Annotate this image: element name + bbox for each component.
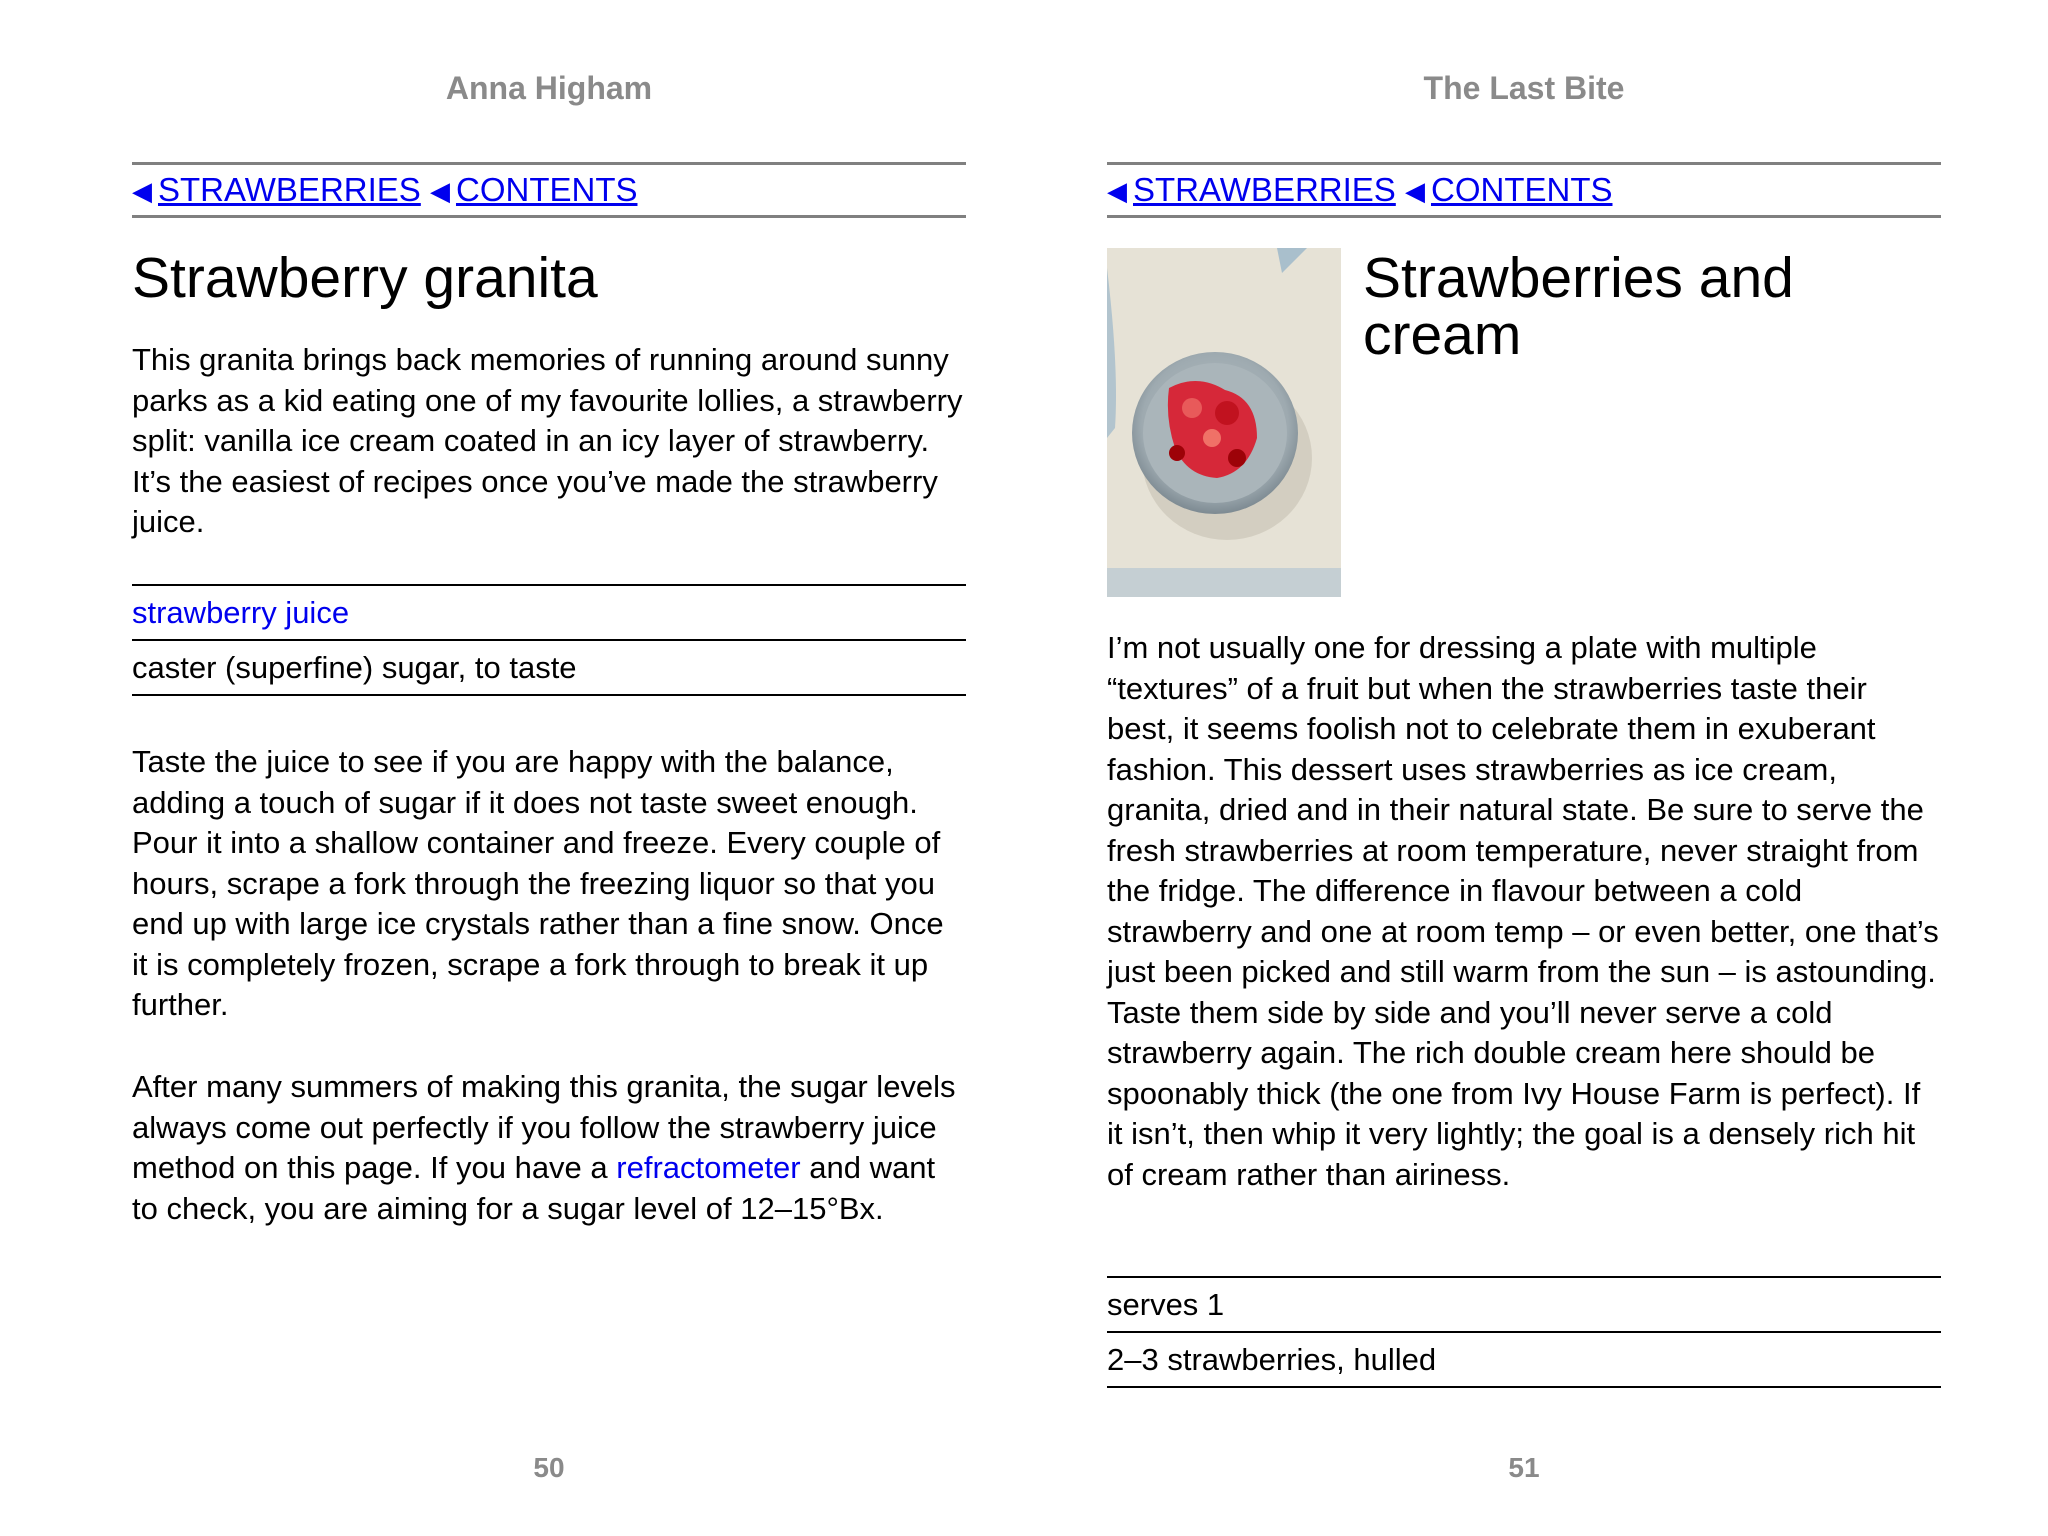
left-page	[132, 0, 966, 1536]
ingredient-item: caster (superfine) sugar, to taste	[132, 641, 966, 696]
nav-link-contents[interactable]: CONTENTS	[1430, 171, 1613, 208]
serves-item: serves 1	[1107, 1278, 1941, 1333]
method-text: and want to check, you are aiming for a sugar level of 12–15°Bx.	[132, 1150, 936, 1226]
page-number: 51	[1508, 1452, 1540, 1483]
ingredient-item[interactable]	[132, 586, 966, 641]
back-triangle-icon: ◀	[1107, 176, 1127, 206]
running-head-author: Anna Higham	[445, 70, 653, 106]
strawberry-piece	[1169, 445, 1185, 461]
refractometer-link[interactable]: refractometer	[616, 1150, 801, 1185]
method-text: After many summers of making this granita, the sugar levels always come out perfectly if you follow the strawberry juice method on this page. If you have a	[132, 1069, 956, 1185]
strawberry-piece	[1182, 398, 1202, 418]
method-paragraph: Taste the juice to see if you are happy with the balance, adding a touch of sugar if it does not taste sweet enough. Pour it into a shallow container and freeze. Every couple of hours, scrape a fork through the freezing liquor so that you end up with large ice crystals rather than a fine snow. Once it is completely frozen, scrape a fork through to break it up further.	[132, 744, 944, 1022]
recipe-intro: I’m not usually one for dressing a plate with multiple “textures” of a fruit but when the strawberries taste their best, it seems foolish not to celebrate them in exuberant fashion. This dessert uses strawberries as ice cream, granita, dried and in their natural state. Be sure to serve the fresh strawberries at room temperature, never straight from the fridge. The difference in flavour between a cold strawberry and one at room temp – or even better, one that’s just been picked and still warm from the sun – is astounding. Taste them side by side and you’ll never serve a cold strawberry again. The rich double cream here should be spoonably thick (the one from Ivy House Farm is perfect). If it isn’t, then whip it very lightly; the goal is a densely rich hit of cream rather than airiness.	[1107, 630, 1939, 1192]
recipe-title: Strawberry granita	[132, 246, 598, 310]
nav-link-strawberries[interactable]: STRAWBERRIES	[1133, 171, 1396, 208]
back-triangle-icon: ◀	[429, 176, 450, 206]
breadcrumb-nav	[132, 162, 966, 218]
method-paragraph	[132, 1067, 966, 1229]
back-triangle-icon: ◀	[1404, 176, 1425, 206]
dish-photo[interactable]	[1107, 248, 1341, 597]
ingredient-link-strawberry-juice[interactable]: strawberry juice	[132, 595, 350, 630]
right-page	[1107, 0, 1941, 1536]
ingredient-list	[132, 584, 966, 696]
cloth-dye-stain	[1107, 568, 1341, 597]
dish-photo-illustration	[1107, 248, 1341, 597]
ingredient-list	[1107, 1276, 1941, 1388]
recipe-intro: This granita brings back memories of running around sunny parks as a kid eating one of my favourite lollies, a strawberry split: vanilla ice cream coated in an icy layer of strawberry. It’s the easiest of recipes once you’ve made the strawberry juice.	[132, 342, 963, 539]
nav-link-contents[interactable]: CONTENTS	[455, 171, 638, 208]
strawberry-piece	[1228, 449, 1246, 467]
strawberry-piece	[1203, 429, 1221, 447]
running-head-book-title: The Last Bite	[1423, 70, 1625, 106]
nav-link-strawberries[interactable]: STRAWBERRIES	[158, 171, 421, 208]
strawberry-piece	[1215, 401, 1239, 425]
back-triangle-icon: ◀	[132, 176, 152, 206]
ingredient-item: 2–3 strawberries, hulled	[1107, 1333, 1941, 1388]
breadcrumb-nav	[1107, 162, 1941, 218]
recipe-title: Strawberries and cream	[1363, 246, 1794, 367]
page-number: 50	[533, 1452, 565, 1483]
